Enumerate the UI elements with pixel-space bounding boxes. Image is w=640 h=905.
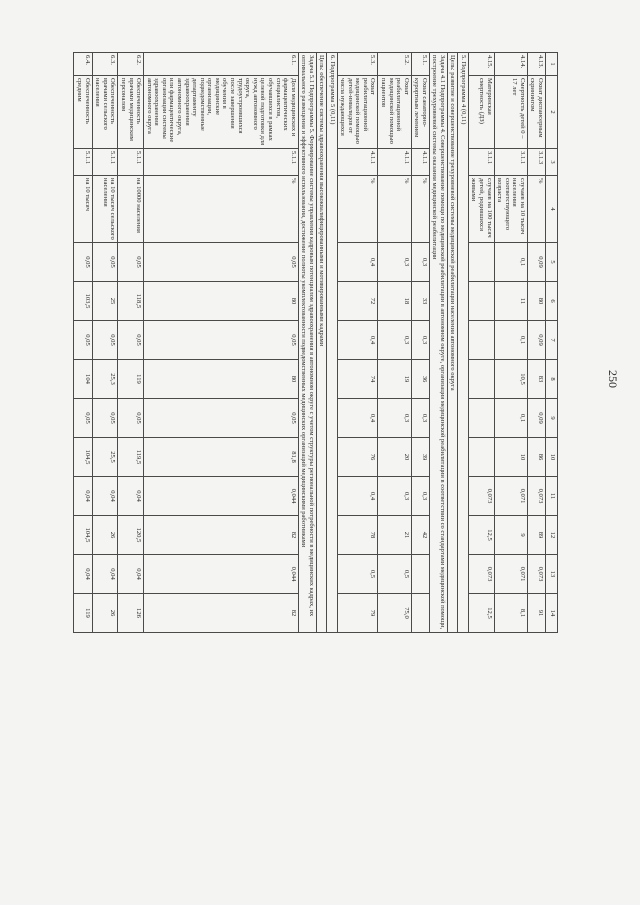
table-cell: Охват санаторно-курортным лечением (411, 76, 429, 149)
table-cell: 119,5 (118, 438, 144, 477)
table-cell: Обеспеченность врачами медицинским персоналом (118, 76, 144, 149)
table-cell: 0,05 (144, 399, 299, 438)
table-header-row (546, 53, 558, 633)
table-cell: 0,05 (74, 321, 92, 360)
table-cell: 103,5 (74, 282, 92, 321)
table-cell: 5.1.1 (74, 149, 92, 176)
table-cell: 0,4 (337, 243, 378, 282)
column-number: 7 (546, 321, 558, 360)
table-cell: 36 (411, 360, 429, 399)
table-row (92, 53, 118, 633)
table-cell: 4.1.1 (378, 149, 411, 176)
table-row (337, 53, 378, 633)
section-row (327, 53, 337, 633)
table-cell: 3.1.1 (468, 149, 494, 176)
table-cell: % (527, 176, 545, 243)
table-cell: 0,3 (378, 477, 411, 516)
table-cell: 0,04 (118, 555, 144, 594)
table-row (411, 53, 429, 633)
table-cell: Материнская смертность (ДЗ) (468, 76, 494, 149)
table-cell: 6.4. (74, 53, 92, 76)
table-cell: 39 (411, 438, 429, 477)
table-cell: 6.3. (92, 53, 118, 76)
column-number: 9 (546, 399, 558, 438)
section-row (316, 53, 326, 633)
table-cell: 26 (92, 594, 118, 633)
table-cell: 104 (74, 360, 92, 399)
table-cell: 0,3 (378, 243, 411, 282)
table-cell: 91 (527, 594, 545, 633)
column-number: 8 (546, 360, 558, 399)
table-cell: 0,05 (118, 399, 144, 438)
table-cell: Охват реабилитационной медицинской помощью детей-инвалидов от числа нуждающихся (337, 76, 378, 149)
table-cell: 42 (411, 516, 429, 555)
table-cell: 0,3 (411, 243, 429, 282)
table-cell: 5.1.1 (144, 149, 299, 176)
table-cell: 5.1. (411, 53, 429, 76)
section-text: 5. Подпрограмма 4 (0,11) (458, 53, 468, 633)
table-cell: 5.3. (337, 53, 378, 76)
table-cell: 20 (378, 438, 411, 477)
table-cell: 0,05 (144, 243, 299, 282)
table-cell: 78 (337, 516, 378, 555)
table-cell: 0,05 (92, 399, 118, 438)
table-cell: Доля медицинских и фармацевтических специалистов, обучавшихся в рамках целевой подготовки для нужд автономного округа, трудоустроившихся после завершения обучения в медицинские организации, подведомственные департаменту здравоохранения автономного округа, или фармацевтические организации системы здравоохранения автономного округа (144, 76, 299, 149)
table-cell: 0,05 (74, 243, 92, 282)
table-cell: 0,5 (337, 555, 378, 594)
section-text: Цель: развитие и совершенствование трехуровневой системы медицинской реабилитации населения автономного округа (447, 53, 457, 633)
table-cell: 81,8 (144, 438, 299, 477)
table-cell (468, 282, 494, 321)
table-cell: 0,09 (527, 399, 545, 438)
table-cell: 86 (527, 438, 545, 477)
table-cell: 89 (527, 516, 545, 555)
table-cell: 0,4 (337, 399, 378, 438)
table-cell: 12,5 (468, 516, 494, 555)
table-cell: случаев на 100 тысяч детей, родившихся живыми (468, 176, 494, 243)
table-cell: 33 (411, 282, 429, 321)
table-cell: 0,3 (378, 399, 411, 438)
table-cell: 4.14. (494, 53, 527, 76)
column-number: 2 (546, 76, 558, 149)
indicators-table (74, 52, 559, 633)
table-cell: 118,5 (118, 282, 144, 321)
table-cell: 25,3 (92, 360, 118, 399)
table-cell: случаев на 10 тысяч населения соответствующего возраста (494, 176, 527, 243)
table-cell: 0,073 (527, 555, 545, 594)
column-number: 12 (546, 516, 558, 555)
table-cell: 0,3 (411, 399, 429, 438)
table-cell: 0,071 (494, 477, 527, 516)
table-cell: 0,04 (74, 555, 92, 594)
table-cell: 0,5 (378, 555, 411, 594)
table-row (527, 53, 545, 633)
table-cell: 120,5 (118, 516, 144, 555)
table-cell: % (144, 176, 299, 243)
table-cell: 5.2. (378, 53, 411, 76)
table-cell: 104,5 (74, 516, 92, 555)
table-cell: 5.1.1 (92, 149, 118, 176)
table-cell: 0,1 (494, 399, 527, 438)
table-cell: 83 (527, 360, 545, 399)
table-cell: % (411, 176, 429, 243)
table-cell: 4.13. (527, 53, 545, 76)
table-row (144, 53, 299, 633)
table-cell: 25 (92, 282, 118, 321)
table-cell: 0,1 (494, 321, 527, 360)
table-cell: 4.1.1 (337, 149, 378, 176)
table-cell: 0,3 (411, 321, 429, 360)
section-row (298, 53, 316, 633)
table-row (118, 53, 144, 633)
table-row (494, 53, 527, 633)
section-text: Задача 4.1 Подпрограммы 4. Совершенствование помощи по медицинской реабилитации в автономном округе, организация медицинской реабилитации в соответствии со стандартами медицинской помощи, построение трехуровневой системы оказания медицинской реабилитации (429, 53, 447, 633)
table-cell: 0,073 (527, 477, 545, 516)
column-number: 10 (546, 438, 558, 477)
table-cell: 76 (337, 438, 378, 477)
table-cell: 104,5 (74, 438, 92, 477)
table-cell: 3.1.3 (527, 149, 545, 176)
table-cell: 126 (118, 594, 144, 633)
section-text: Задача 5.1 Подпрограммы 5. Формирование системы управления кадровым потенциалом здравоохранения в автономном округе с учетом структуры региональной потребности в медицинских кадрах, их оптимального размещения и эффективного использования, достижение полноты укомплектованности подведомственных медицинских организаций медицинскими работниками (298, 53, 316, 633)
section-row (447, 53, 457, 633)
table-cell: 0,04 (74, 477, 92, 516)
column-number: 5 (546, 243, 558, 282)
table-cell: 8,1 (494, 594, 527, 633)
table-cell: 21 (378, 516, 411, 555)
table-cell (411, 555, 429, 594)
table-cell: на 10 тысяч (74, 176, 92, 243)
table-cell: 0,3 (411, 477, 429, 516)
table-cell: 25,5 (92, 438, 118, 477)
section-text: 6. Подпрограмма 5 (0,11) (327, 53, 337, 633)
table-cell: 0,05 (92, 243, 118, 282)
table-cell (468, 243, 494, 282)
table-cell: на 10000 населения (118, 176, 144, 243)
table-cell (468, 321, 494, 360)
table-cell: 4.15. (468, 53, 494, 76)
table-cell (411, 594, 429, 633)
table-cell: Обеспеченность врачами сельского населения (92, 76, 118, 149)
table-cell: 80 (144, 360, 299, 399)
column-number: 14 (546, 594, 558, 633)
table-cell: Охват диспансерным скринингом (527, 76, 545, 149)
column-number: 1 (546, 53, 558, 76)
table-cell: 0,05 (74, 399, 92, 438)
table-cell: 80 (527, 282, 545, 321)
table-cell: 0,09 (527, 321, 545, 360)
table-cell: Обеспеченность средним (74, 76, 92, 149)
table-row (468, 53, 494, 633)
table-row (74, 53, 92, 633)
table-cell: 72 (337, 282, 378, 321)
table-cell: 10,5 (494, 360, 527, 399)
table-cell: 0,04 (92, 477, 118, 516)
table-row (378, 53, 411, 633)
table-cell: 75,0 (378, 594, 411, 633)
table-cell: 18 (378, 282, 411, 321)
table-cell (468, 438, 494, 477)
section-row (458, 53, 468, 633)
column-number: 6 (546, 282, 558, 321)
table-cell: 79 (337, 594, 378, 633)
table-cell: на 10 тысяч сельского населения (92, 176, 118, 243)
table-cell (468, 399, 494, 438)
column-number: 13 (546, 555, 558, 594)
table-cell: 6.2. (118, 53, 144, 76)
table-cell: 0,04 (92, 555, 118, 594)
table-cell: 0,09 (527, 243, 545, 282)
page-number: 250 (606, 370, 620, 388)
table-cell: 0,044 (144, 477, 299, 516)
table-cell: 0,05 (118, 243, 144, 282)
column-number: 11 (546, 477, 558, 516)
table-cell (468, 360, 494, 399)
table-cell: 4.1.1 (411, 149, 429, 176)
table-cell: 26 (92, 516, 118, 555)
table-cell: 6.1. (144, 53, 299, 76)
table-cell: 0,1 (494, 243, 527, 282)
section-row (429, 53, 447, 633)
table-cell: 0,05 (118, 321, 144, 360)
column-number: 3 (546, 149, 558, 176)
table-cell: 0,05 (92, 321, 118, 360)
table-cell: 80 (144, 282, 299, 321)
table-cell: 0,3 (378, 321, 411, 360)
table-cell: 0,073 (468, 477, 494, 516)
table-cell: 9 (494, 516, 527, 555)
section-text: Цель: обеспечение системы здравоохранения высококвалифицированными и мотивированными кадрами (316, 53, 326, 633)
table-cell: 11 (494, 282, 527, 321)
table-cell: 82 (144, 516, 299, 555)
table-cell: 19 (378, 360, 411, 399)
table-cell: 0,04 (118, 477, 144, 516)
table-cell: 119 (74, 594, 92, 633)
table-cell: 0,4 (337, 477, 378, 516)
table-cell: Охват реабилитационной медицинской помощью пациентов (378, 76, 411, 149)
table-cell: % (378, 176, 411, 243)
table-cell: 0,044 (144, 555, 299, 594)
table-cell: 74 (337, 360, 378, 399)
table-cell: 82 (144, 594, 299, 633)
table-cell: 12,5 (468, 594, 494, 633)
table-cell: 5.1.1 (118, 149, 144, 176)
table-cell: 0,4 (337, 321, 378, 360)
table-cell: 0,05 (144, 321, 299, 360)
table-cell: Смертность детей 0 – 17 лет (494, 76, 527, 149)
table-cell: 3.1.1 (494, 149, 527, 176)
column-number: 4 (546, 176, 558, 243)
table-cell: 10 (494, 438, 527, 477)
table-cell: 0,073 (468, 555, 494, 594)
table-cell: % (337, 176, 378, 243)
table-cell: 119 (118, 360, 144, 399)
table-cell: 0,071 (494, 555, 527, 594)
